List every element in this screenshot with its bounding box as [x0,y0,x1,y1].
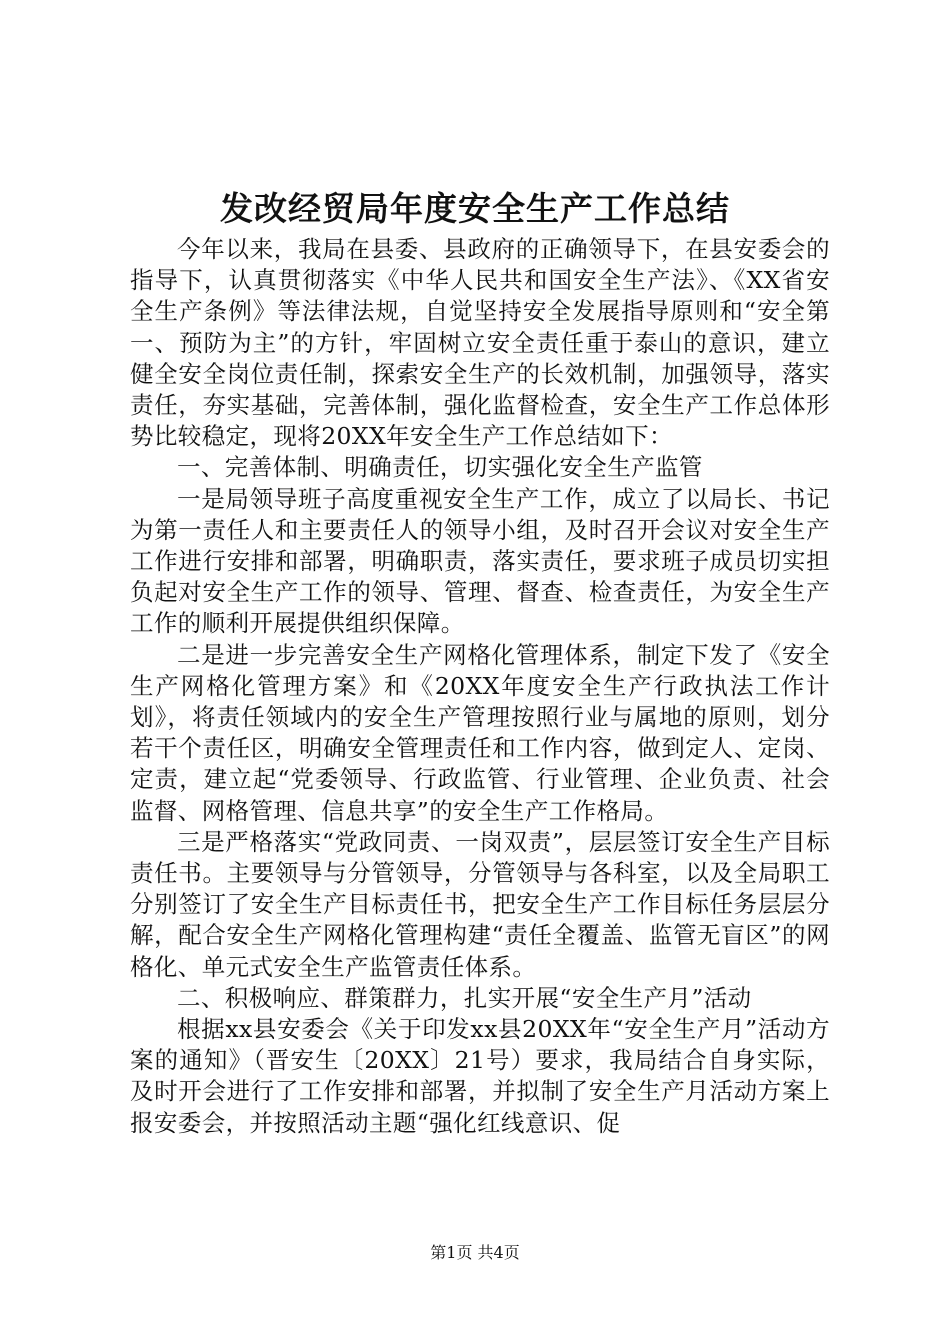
paragraph-intro: 今年以来，我局在县委、县政府的正确领导下，在县安委会的指导下，认真贯彻落实《中华人民共和国安全生产法》、《XX省安全生产条例》等法律法规，自觉坚持安全发展指导原则和“安全第一、预防为主”的方针，牢固树立安全责任重于泰山的意识，建立健全安全岗位责任制，探索安全生产的长效机制，加强领导，落实责任，夯实基础，完善体制，强化监督检查，安全生产工作总体形势比较稳定，现将20XX年安全生产工作总结如下： [130,235,830,451]
section-heading-1: 一、完善体制、明确责任，切实强化安全生产监管 [177,453,703,482]
section-heading-2: 二、积极响应、群策群力，扎实开展“安全生产月”活动 [177,983,752,1012]
paragraph-item-2: 二是进一步完善安全生产网格化管理体系，制定下发了《安全生产网格化管理方案》和《20XX年度安全生产行政执法工作计划》，将责任领域内的安全生产管理按照行业与属地的原则，划分若干个责任区，明确安全管理责任和工作内容，做到定人、定岗、定责，建立起“党委领导、行政监管、行业管理、企业负责、社会监督、网格管理、信息共享”的安全生产工作格局。 [130,640,830,825]
paragraph-safety-month: 根据xx县安委会《关于印发xx县20XX年“安全生产月”活动方案的通知》（晋安生〔20XX〕21号）要求，我局结合自身实际，及时开会进行了工作安排和部署，并拟制了安全生产月活动方案上报安委会，并按照活动主题“强化红线意识、促 [130,1015,830,1137]
document-title: 发改经贸局年度安全生产工作总结 [220,189,730,228]
document-body [130,234,830,1139]
paragraph-item-1: 一是局领导班子高度重视安全生产工作，成立了以局长、书记为第一责任人和主要责任人的领导小组，及时召开会议对安全生产工作进行安排和部署，明确职责，落实责任，要求班子成员切实担负起对安全生产工作的领导、管理、督查、检查责任，为安全生产工作的顺利开展提供组织保障。 [130,484,830,638]
page-footer: 第1页 共4页 [430,1243,520,1262]
paragraph-item-3: 三是严格落实“党政同责、一岗双责”，层层签订安全生产目标责任书。主要领导与分管领导，分管领导与各科室，以及全局职工分别签订了安全生产目标责任书，把安全生产工作目标任务层层分解，配合安全生产网格化管理构建“责任全覆盖、监管无盲区”的网格化、单元式安全生产监管责任体系。 [130,827,830,981]
